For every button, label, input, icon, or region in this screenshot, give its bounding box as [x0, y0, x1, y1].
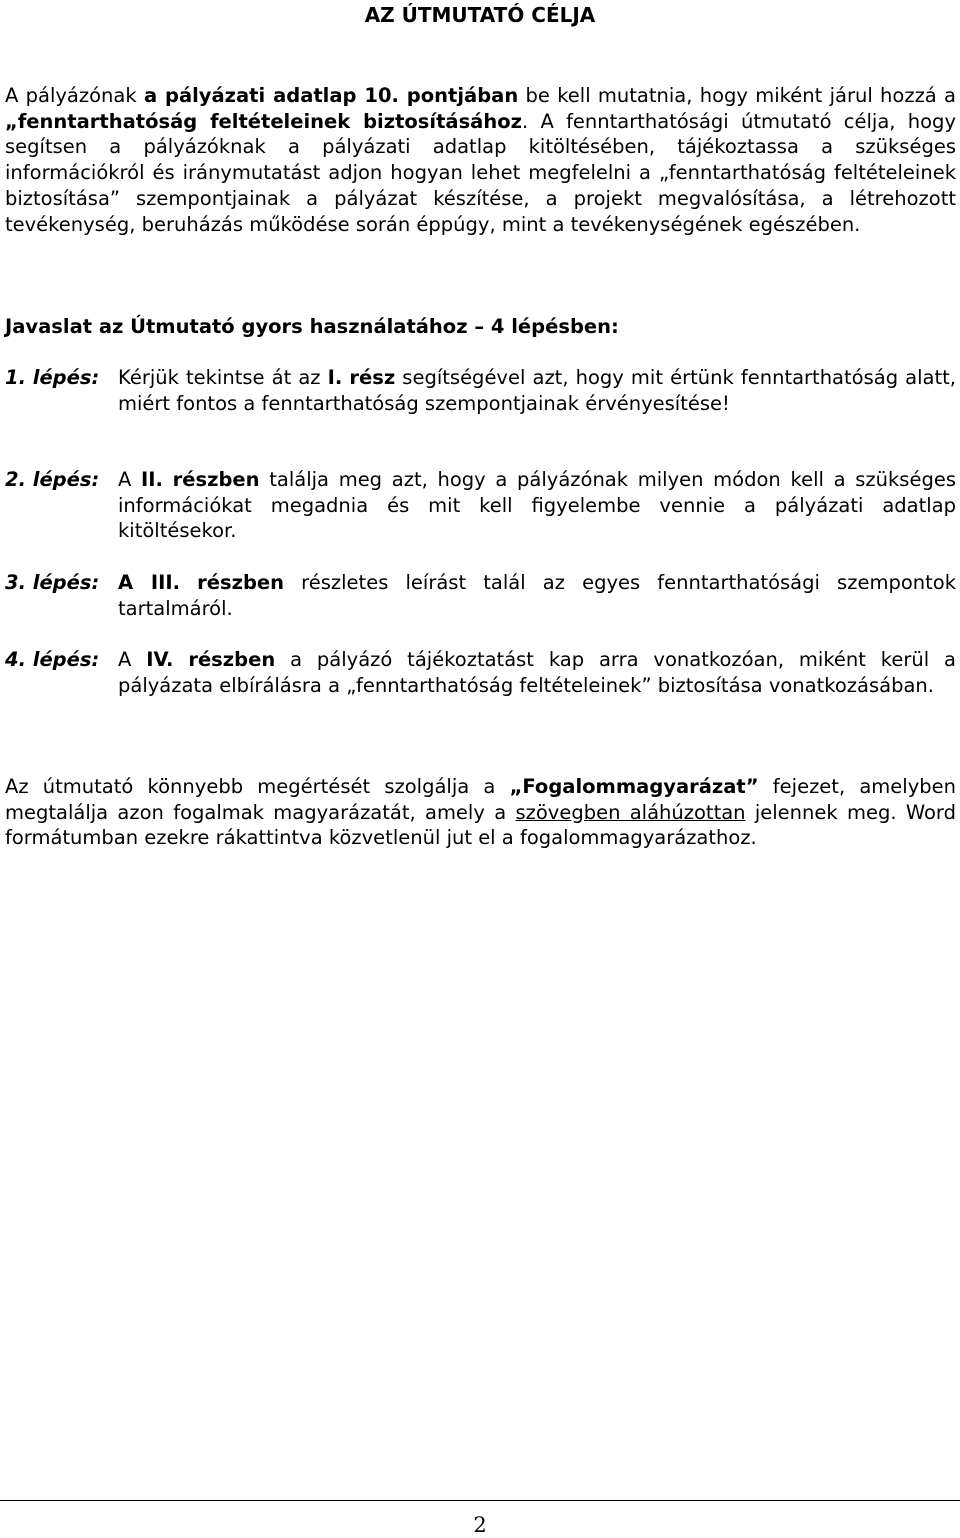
footer-divider	[0, 1500, 960, 1501]
step-part-number: I.	[327, 366, 343, 389]
intro-text-2: be kell mutatnia, hogy miként járul hozzá a	[518, 84, 957, 107]
step-body	[118, 647, 956, 698]
outro-paragraph	[5, 774, 956, 851]
step-part-word: részben	[188, 648, 276, 671]
step-text: Kérjük tekintse át az	[118, 366, 328, 389]
step-part-number: II.	[141, 468, 163, 491]
outro-text-1: Az útmutató könnyebb megértését szolgálja a	[5, 775, 510, 798]
intro-text-1: A pályázónak	[5, 84, 144, 107]
intro-paragraph	[5, 83, 956, 237]
step-part-word: rész	[349, 366, 396, 389]
step-text-rest: segítségével azt, hogy mit értünk fenntarthatóság alatt, miért fontos a fenntarthatóság szempontjainak érvényesítése!	[118, 366, 956, 415]
step-text-rest: találja meg azt, hogy a pályázónak milyen módon kell a szükséges információkat megadnia és mit kell figyelembe vennie a pályázati adatlap kitöltésekor.	[118, 468, 956, 543]
step-4	[5, 647, 956, 698]
outro-text-2: fejezet, amelyben megtalálja azon fogalmak magyarázatát, amely a	[5, 775, 956, 824]
step-part-word: részben	[197, 571, 285, 594]
step-text: A	[118, 468, 142, 491]
outro-text-3: jelennek meg. Word formátumban ezekre rákattintva közvetlenül jut el a fogalommagyarázathoz.	[5, 800, 956, 850]
step-text-rest: részletes leírást talál az egyes fenntarthatósági szempontok tartalmáról.	[118, 571, 956, 620]
steps-subheading: Javaslat az Útmutató gyors használatához – 4 lépésben:	[5, 315, 619, 338]
step-body	[118, 467, 956, 544]
step-space	[173, 648, 188, 671]
step-2	[5, 467, 956, 544]
step-label: 3. lépés:	[5, 571, 100, 594]
step-body	[118, 570, 956, 621]
step-text-rest: a pályázó tájékoztatást kap arra vonatkozóan, miként kerül a pályázata elbírálásra a „fenntarthatóság feltételeinek” biztosítása vonatkozásában.	[118, 648, 957, 697]
step-part-number: A III.	[118, 571, 180, 594]
step-part-number: IV.	[146, 648, 174, 671]
underlined-term-example: szövegben aláhúzottan	[515, 800, 746, 824]
step-1	[5, 365, 956, 416]
step-label: 2. lépés:	[5, 468, 100, 491]
intro-bold-fenntarthatosag: „fenntarthatóság feltételeinek biztosításához	[5, 109, 522, 133]
page-title: AZ ÚTMUTATÓ CÉLJA	[364, 3, 596, 27]
step-space	[180, 571, 197, 594]
step-body	[118, 365, 956, 416]
intro-text-3: . A fenntarthatósági útmutató célja, hogy segítsen a pályázóknak a pályázati adatlap kitöltésében, tájékoztassa a szükséges információkról és iránymutatást adjon hogyan lehet megfelelni a „fenntarthatóság feltételeinek biztosítása” szempontjainak a pályázat készítése, a projekt megvalósítása, a létrehozott tevékenység, beruházás működése során éppúgy, mint a tevékenységének egészében.	[5, 109, 956, 236]
step-text: A	[118, 648, 147, 671]
page-number: 2	[473, 1513, 487, 1537]
step-space	[163, 468, 173, 491]
fogalommagyarazat-reference: „Fogalommagyarázat”	[509, 775, 759, 798]
step-label: 4. lépés:	[5, 648, 100, 671]
step-3	[5, 570, 956, 621]
step-label: 1. lépés:	[5, 366, 100, 389]
intro-bold-adatlap: a pályázati adatlap 10. pontjában	[143, 84, 519, 107]
step-part-word: részben	[172, 468, 260, 491]
